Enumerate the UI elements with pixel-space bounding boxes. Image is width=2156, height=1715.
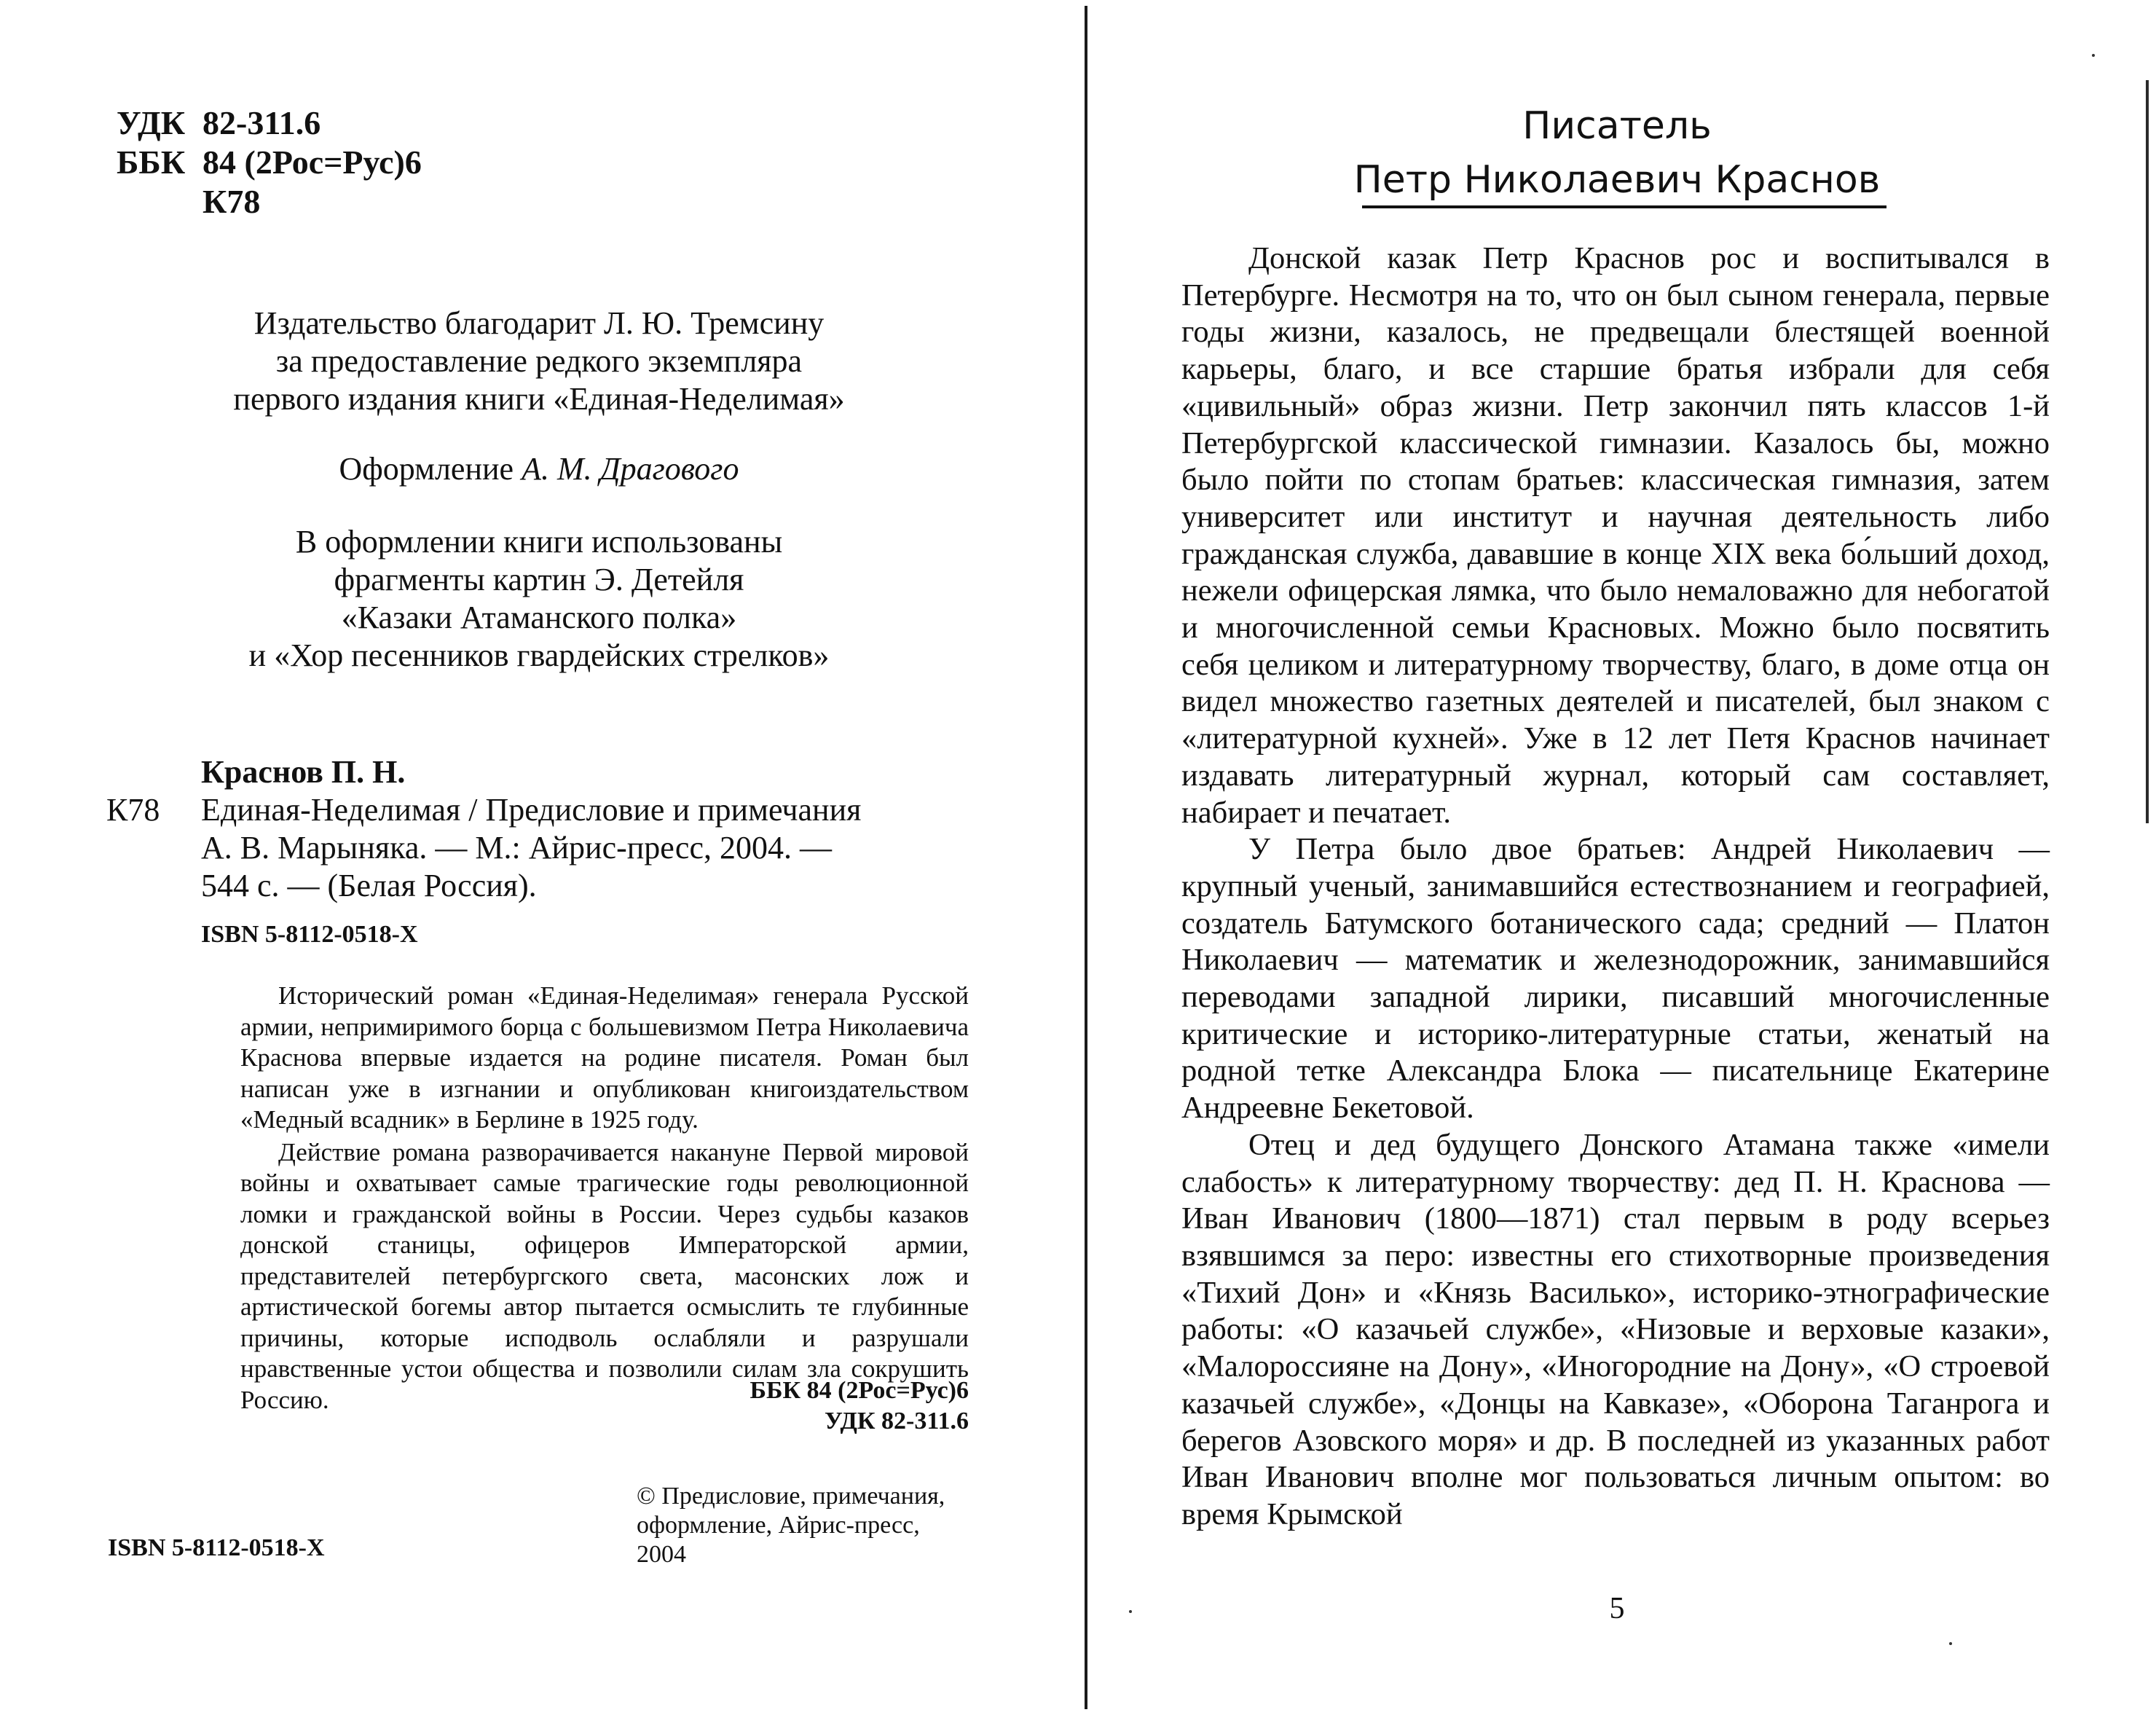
- body-paragraph: Донской казак Петр Краснов рос и воспитывался в Петербурге. Несмотря на то, что он был сыном генерала, первые годы жизни, казалось, не предвещали блестящей военной карьеры, благо, и все старшие братья избрали для себя «цивильный» образ жизни. Петр закончил пять классов 1-й Петербургской классической гимназии. Казалось бы, можно было пойти по стопам братьев: классическая гимназия, затем университет или институт и научная деятельность либо гражданская служба, дававшие в конце XIX века бо́льший доход, нежели офицерская лямка, что было немаловажно для небогатой и многочисленной семьи Красновых. Можно было посвятить себя целиком и литературному творчеству, благо, в доме отца он видел множество газетных деятелей и писателей, был знаком с «литературной кухней». Уже в 12 лет Петя Краснов начинает издавать литературный журнал, который сам составляет, набирает и печатает.: [1181, 241, 2050, 830]
- page-edge-mark: [2146, 80, 2149, 823]
- bbk-label: ББК: [117, 144, 186, 181]
- design-label: Оформление: [339, 451, 514, 487]
- title-line-1: Писатель: [1522, 104, 1712, 148]
- page-number: 5: [1609, 1592, 1625, 1625]
- chapter-body: [1181, 240, 2050, 1534]
- copyright-notice: [637, 1482, 979, 1569]
- book-spine-fold: [1085, 6, 1087, 1709]
- isbn-bottom: ISBN 5-8112-0518-X: [108, 1534, 325, 1561]
- author-mark: К78: [202, 183, 261, 220]
- bbk-bottom: ББК 84 (2Рос=Рус)6: [750, 1377, 969, 1404]
- thanks-line: Издательство благодарит Л. Ю. Тремсину: [253, 305, 825, 341]
- scan-speck: [2092, 54, 2095, 57]
- bib-title-line: Единая-Неделимая / Предисловие и примечания: [201, 792, 862, 828]
- publisher-thanks: [109, 305, 969, 418]
- paintings-line: «Казаки Атаманского полка»: [341, 600, 737, 635]
- bib-extent-line: 544 с. — (Белая Россия).: [201, 868, 537, 903]
- bbk-value: 84 (2Рос=Рус)6: [202, 144, 422, 181]
- scan-speck: [1949, 1642, 1952, 1645]
- udk-bottom: УДК 82-311.6: [824, 1408, 969, 1435]
- design-credit: [109, 450, 969, 488]
- scan-speck: [1129, 1610, 1132, 1613]
- title-underline: [1362, 205, 1886, 208]
- thanks-line: за предоставление редкого экземпляра: [275, 343, 803, 379]
- udk-label: УДК: [117, 104, 186, 141]
- bib-code: К78: [106, 792, 160, 828]
- isbn-top: ISBN 5-8112-0518-X: [201, 921, 418, 948]
- paintings-credit: [109, 523, 969, 675]
- body-paragraph: Отец и дед будущего Донского Атамана также «имели слабость» к литературному творчеству: дед П. Н. Краснова — Иван Иванович (1800—1871) стал первым в роду всерьез взявшимся за перо: известны его стихотворные произведения «Тихий Дон» и «Князь Василько», историко-этнографические работы: «О казачьей службе», «Низовые и верховые казаки», «Малороссияне на Дону», «Иногородние на Дону», «О строевой казачьей службе», «Донцы на Кавказе», «Оборона Таганрога и берегов Азовского моря» и др. В последней из указанных работ Иван Иванович вполне мог пользоваться личным опытом: во время Крымской: [1181, 1127, 2050, 1531]
- classification-codes-bottom: [750, 1375, 969, 1437]
- abstract-paragraph: Исторический роман «Единая-Неделимая» генерала Русской армии, непримиримого борца с большевизмом Петра Николаевича Краснова впервые издается на родине писателя. Роман был написан уже в изгнании и опубликован книгоиздательством «Медный всадник» в Берлине в 1925 году.: [240, 981, 969, 1134]
- udk-value: 82-311.6: [202, 104, 321, 141]
- classification-codes: [117, 103, 422, 221]
- abstract-paragraph: Действие романа разворачивается накануне Первой мировой войны и охватывает самые трагические годы революционной ломки и гражданской войны в России. Через судьбы казаков донской станицы, офицеров Императорской армии, представителей петербургского света, масонских лож и артистической богемы автор пытается осмыслить те глубинные причины, которые исподволь ослабляли и разрушали нравственные устои общества и позволили силам зла сокрушить Россию.: [240, 1137, 969, 1414]
- bib-imprint-line: А. В. Марыняка. — М.: Айрис-пресс, 2004. —: [201, 830, 832, 866]
- thanks-line: первого издания книги «Единая-Неделимая»: [233, 381, 845, 417]
- bib-author: Краснов П. Н.: [201, 754, 406, 790]
- paintings-line: и «Хор песенников гвардейских стрелков»: [248, 637, 830, 673]
- bibliographic-record: [106, 753, 973, 905]
- book-abstract: [240, 981, 969, 1416]
- paintings-line: В оформлении книги использованы: [295, 524, 783, 560]
- copyright-line: © Предисловие, примечания,: [637, 1483, 945, 1510]
- paintings-line: фрагменты картин Э. Детейля: [334, 562, 744, 597]
- body-paragraph: У Петра было двое братьев: Андрей Николаевич — крупный ученый, занимавшийся естествознанием и географией, создатель Батумского ботанического сада; средний — Платон Николаевич — математик и железнодорожник, занимавшийся переводами западной лирики, писавший многочисленные критические и историко-литературные статьи, женатый на родной тетке Александра Блока — писательнице Екатерине Андреевне Бекетовой.: [1181, 832, 2050, 1126]
- designer-name: А. М. Драгового: [522, 451, 739, 487]
- title-line-2: Петр Николаевич Краснов: [1353, 158, 1881, 202]
- copyright-line: оформление, Айрис-пресс,: [637, 1512, 920, 1539]
- copyright-line: 2004: [637, 1541, 686, 1568]
- chapter-title: [1158, 99, 2076, 207]
